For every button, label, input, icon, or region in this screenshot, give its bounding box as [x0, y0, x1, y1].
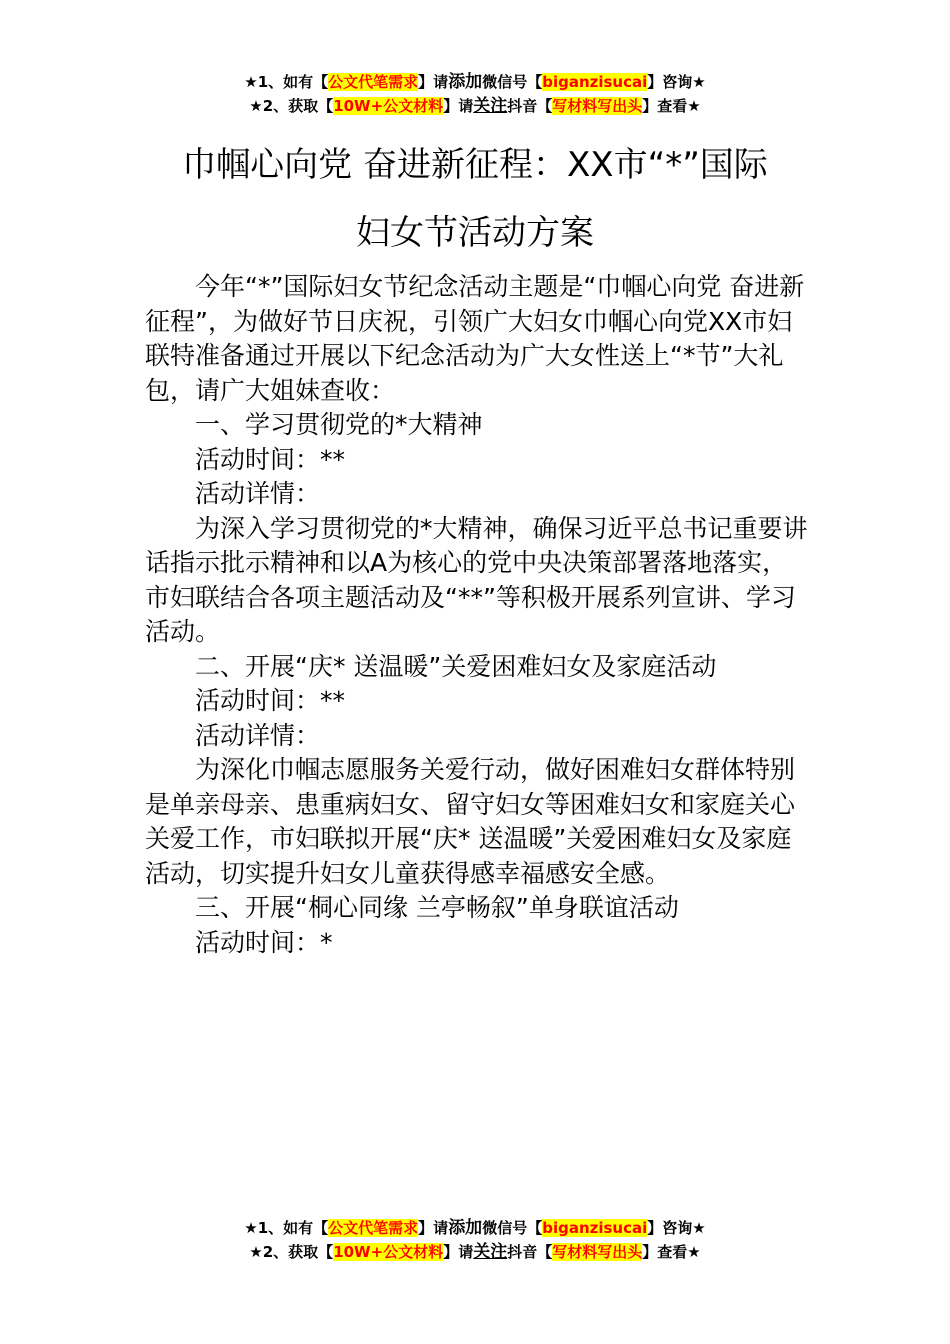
promo-emphasis: 添加	[448, 72, 483, 92]
promo-text: 】请	[418, 1219, 449, 1237]
paragraph-intro: 今年“*”国际妇女节纪念活动主题是“巾帼心向党 奋进新征程”，为做好节日庆祝，引领广大妇女巾帼心向党XX市妇联特准备通过开展以下纪念活动为广大女性送上“*节”大礼包，请广大姐妹查收：	[145, 272, 805, 405]
document-title-line-1: 巾帼心向党 奋进新征程：XX市“*”国际	[182, 145, 768, 185]
promo-text: 微信号【	[482, 73, 543, 91]
promo-douyin-id: 写材料写出头	[552, 1243, 643, 1261]
promo-text: ★2、获取【	[249, 1243, 334, 1261]
promo-emphasis: 关注	[473, 96, 508, 116]
activity-detail-label-2: 活动详情：	[195, 720, 321, 750]
promo-text: 】咨询★	[647, 1219, 706, 1237]
section-heading-1: 一、学习贯彻党的*大精神	[195, 410, 483, 439]
promo-text: 抖音【	[507, 1243, 553, 1261]
promo-line-1	[0, 70, 950, 94]
promo-wechat-id: biganzisucai	[542, 73, 648, 91]
promo-line-2	[0, 1240, 950, 1264]
promo-line-1	[0, 1216, 950, 1240]
header-promo-banner	[0, 70, 950, 118]
promo-line-2	[0, 94, 950, 118]
promo-text: 】请	[443, 1243, 474, 1261]
activity-time-2: 活动时间：**	[195, 686, 346, 715]
promo-text: 】查看★	[642, 97, 701, 115]
promo-text: 】请	[418, 73, 449, 91]
promo-highlight: 公文代笔需求	[328, 1219, 419, 1237]
promo-text: ★1、如有【	[244, 73, 329, 91]
promo-highlight: 10W+公文材料	[333, 97, 444, 115]
promo-douyin-id: 写材料写出头	[552, 97, 643, 115]
promo-highlight: 公文代笔需求	[328, 73, 419, 91]
promo-emphasis: 添加	[448, 1218, 483, 1238]
promo-wechat-id: biganzisucai	[542, 1219, 648, 1237]
activity-detail-2: 为深化巾帼志愿服务关爱行动，做好困难妇女群体特别是单亲母亲、患重病妇女、留守妇女等困难妇女和家庭关心关爱工作，市妇联拟开展“庆* 送温暖”关爱困难妇女及家庭活动，切实提升妇女儿童获得感幸福感安全感。	[145, 755, 796, 888]
activity-time-3: 活动时间：*	[195, 927, 333, 957]
activity-time-1: 活动时间：**	[195, 444, 346, 474]
promo-emphasis: 关注	[473, 1242, 508, 1262]
document-title-line-2: 妇女节活动方案	[356, 213, 594, 253]
promo-text: 】请	[443, 97, 474, 115]
promo-text: 抖音【	[507, 97, 553, 115]
promo-text: ★1、如有【	[244, 1219, 329, 1237]
promo-text: 】查看★	[642, 1243, 701, 1261]
activity-detail-label-1: 活动详情：	[195, 479, 321, 508]
promo-text: 】咨询★	[647, 73, 706, 91]
document-body	[145, 270, 810, 960]
section-heading-2: 二、开展“庆* 送温暖”关爱困难妇女及家庭活动	[195, 651, 717, 681]
promo-text: ★2、获取【	[249, 97, 334, 115]
promo-text: 微信号【	[482, 1219, 543, 1237]
section-heading-3: 三、开展“桐心同缘 兰亭畅叙”单身联谊活动	[195, 893, 679, 922]
footer-promo-banner	[0, 1216, 950, 1264]
activity-detail-1: 为深入学习贯彻党的*大精神，确保习近平总书记重要讲话指示批示精神和以A为核心的党中央决策部署落地落实，市妇联结合各项主题活动及“**”等积极开展系列宣讲、学习活动。	[145, 513, 808, 646]
promo-highlight: 10W+公文材料	[333, 1243, 444, 1261]
